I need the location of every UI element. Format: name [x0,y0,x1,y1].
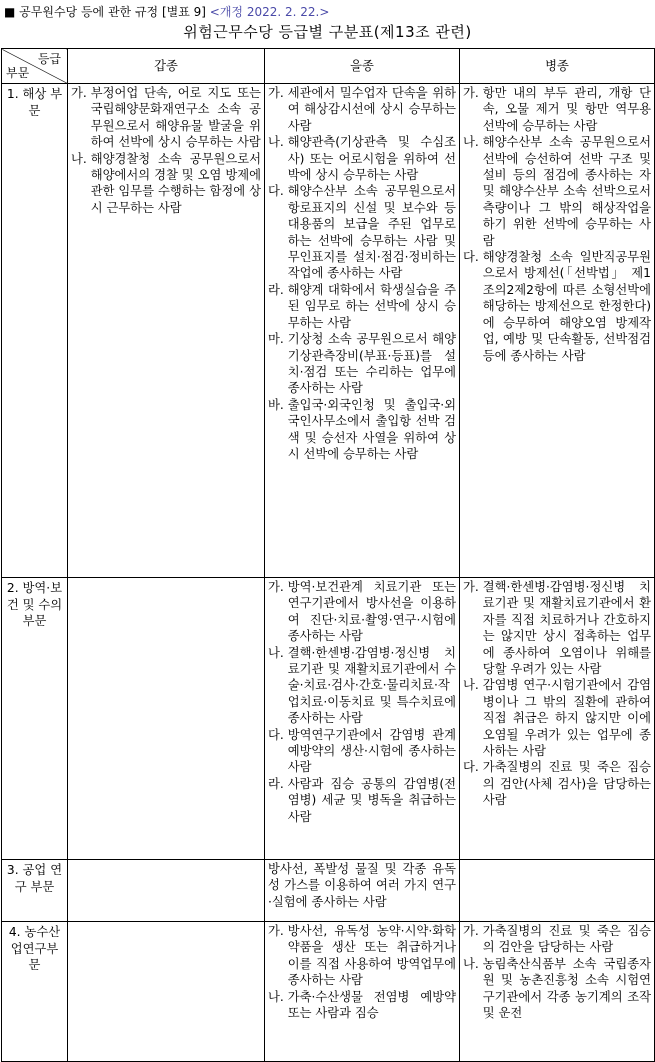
list-item: 가. 결핵·한센병·감염병·정신병 치료기관 및 재활치료기관에서 환자를 직접 치료하거나 간호하지는 않지만 상시 접촉하는 업무에 종사하여 오염이나 위해를 당할 우려가 있는 사람 [463,580,651,677]
list-item: 라. 사람과 짐승 공통의 감염병(전염병) 세균 및 병독을 취급하는 사람 [268,776,456,824]
byeong-cell [460,860,655,922]
list-item: 가. 가축질병의 진료 및 죽은 짐승의 검안을 담당하는 사람 [463,924,651,955]
list-item: 다. 가축질병의 진료 및 죽은 짐승의 검안(사체 검사)을 담당하는 사람 [463,760,651,808]
table-row [2,860,655,922]
list-item: 가. 부정어업 단속, 어로 지도 또는 국립해양문화재연구소 소속 공무원으로서 해양유물 발굴을 위하여 선박에 상시 승무하는 사람 [71,86,261,150]
byeong-cell [460,84,655,578]
eul-cell [265,922,460,1062]
gap-cell [68,860,265,922]
list-item: 나. 해양관측(기상관측 및 수심조사) 또는 어로시험을 위하여 선박에 상시 승무하는 사람 [268,135,456,183]
list-item: 바. 출입국·외국인청 및 출입국·외국인사무소에서 출입항 선박 검색 및 승선자 사열을 위하여 상시 선박에 승무하는 사람 [268,397,456,461]
list-item: 나. 해양수산부 소속 공무원으로서 선박에 승선하여 선박 구조 및 설비 등의 점검에 종사하는 자 및 해양수산부 소속 선박으로서 측량이나 그 밖의 해상작업을 하기 위한 선박에 승무하는 사람 [463,135,651,248]
byeong-cell [460,578,655,860]
list-item: 마. 기상청 소속 공무원으로서 해양기상관측장비(부표·등표)를 설치·점검 또는 수리하는 업무에 종사하는 사람 [268,332,456,396]
division-header: 부문 [6,65,30,80]
table-row [2,578,655,860]
byeong-cell [460,922,655,1062]
table-row [2,922,655,1062]
category-cell: 1. 해상 부문 [2,84,68,578]
list-item: 가. 세관에서 밀수업자 단속을 위하여 해상감시선에 상시 승무하는 사람 [268,86,456,133]
list-item: 나. 결핵·한센병·감염병·정신병 치료기관 및 재활치료기관에서 수술·치료·검사·간호·물리치료·작업치료·이동치료 및 특수치료에 종사하는 사람 [268,645,456,726]
category-cell: 4. 농수산업연구부문 [2,922,68,1062]
doc-header [4,3,329,20]
gap-cell [68,922,265,1062]
table-header-row [2,49,655,84]
byeong-column-header: 병종 [460,49,655,84]
gap-cell [68,578,265,860]
list-item: 나. 가축·수산생물 전염병 예방약 또는 사람과 짐승 [268,989,456,1021]
gap-column-header: 갑종 [68,49,265,84]
list-item: 다. 해양수산부 소속 공무원으로서 항로표지의 신설 및 보수와 등대용품의 보급을 주된 업무로 하는 선박에 승무하는 사람 및 무인표지를 설치·점검·정비하는 작업에 종사하는 사람 [268,184,456,281]
eul-cell [265,578,460,860]
gap-cell [68,84,265,578]
diagonal-header-cell [2,49,68,84]
category-cell: 3. 공업 연구 부문 [2,860,68,922]
list-item: 가. 방역·보건관계 치료기관 또는 연구기관에서 방사선을 이용하여 진단·치료·촬영·연구·시험에 종사하는 사람 [268,580,456,644]
eul-cell: 방사선, 폭발성 물질 및 각종 유독성 가스를 이용하여 여러 가지 연구·실험에 종사하는 사람 [265,860,460,922]
list-item: 가. 항만 내의 부두 관리, 개항 단속, 오물 제거 및 항만 역무용 선박에 승무하는 사람 [463,86,651,133]
category-cell: 2. 방역·보건 및 수의 부문 [2,578,68,860]
list-item: 가. 방사선, 유독성 농약·시약·화학약품을 생산 또는 취급하거나 이를 직접 사용하여 방역업무에 종사하는 사람 [268,924,456,988]
table-row [2,84,655,578]
list-item: 나. 감염병 연구·시험기관에서 감염병이나 그 밖의 질환에 관하여 직접 취급은 하지 않지만 이에 오염될 우려가 있는 업무에 종사하는 사람 [463,678,651,759]
doc-title: 공무원수당 등에 관한 규정 [별표 9] [19,5,206,19]
list-item: 나. 농림축산식품부 소속 국립종자원 및 농촌진흥청 소속 시험연구기관에서 각종 농기계의 조작 및 운전 [463,956,651,1021]
hazard-allowance-table [1,48,655,1062]
grade-header: 등급 [37,52,61,66]
eul-column-header: 을종 [265,49,460,84]
list-item: 다. 방역연구기관에서 감염병 관계 예방약의 생산·시험에 종사하는 사람 [268,727,456,775]
amendment-date: <개정 2022. 2. 22.> [209,5,330,19]
list-item: 라. 해양계 대학에서 학생실습을 주된 임무로 하는 선박에 상시 승무하는 사람 [268,282,456,330]
eul-cell [265,84,460,578]
table-title: 위험근무수당 등급별 구분표(제13조 관련) [183,23,472,41]
list-item: 다. 해양경찰청 소속 일반직공무원으로서 방제선(「선박법」 제1조의2제2항에 따른 소형선박에 해당하는 방제선으로 한정한다)에 승무하여 해양오염 방제작업, 예방 및 단속활동, 선박점검 등에 종사하는 사람 [463,250,651,363]
list-item: 나. 해양경찰청 소속 공무원으로서 해양에서의 경찰 및 오염 방제에 관한 임무를 수행하는 함정에 상시 근무하는 사람 [71,151,261,215]
square-bullet-icon: ■ [4,5,16,19]
